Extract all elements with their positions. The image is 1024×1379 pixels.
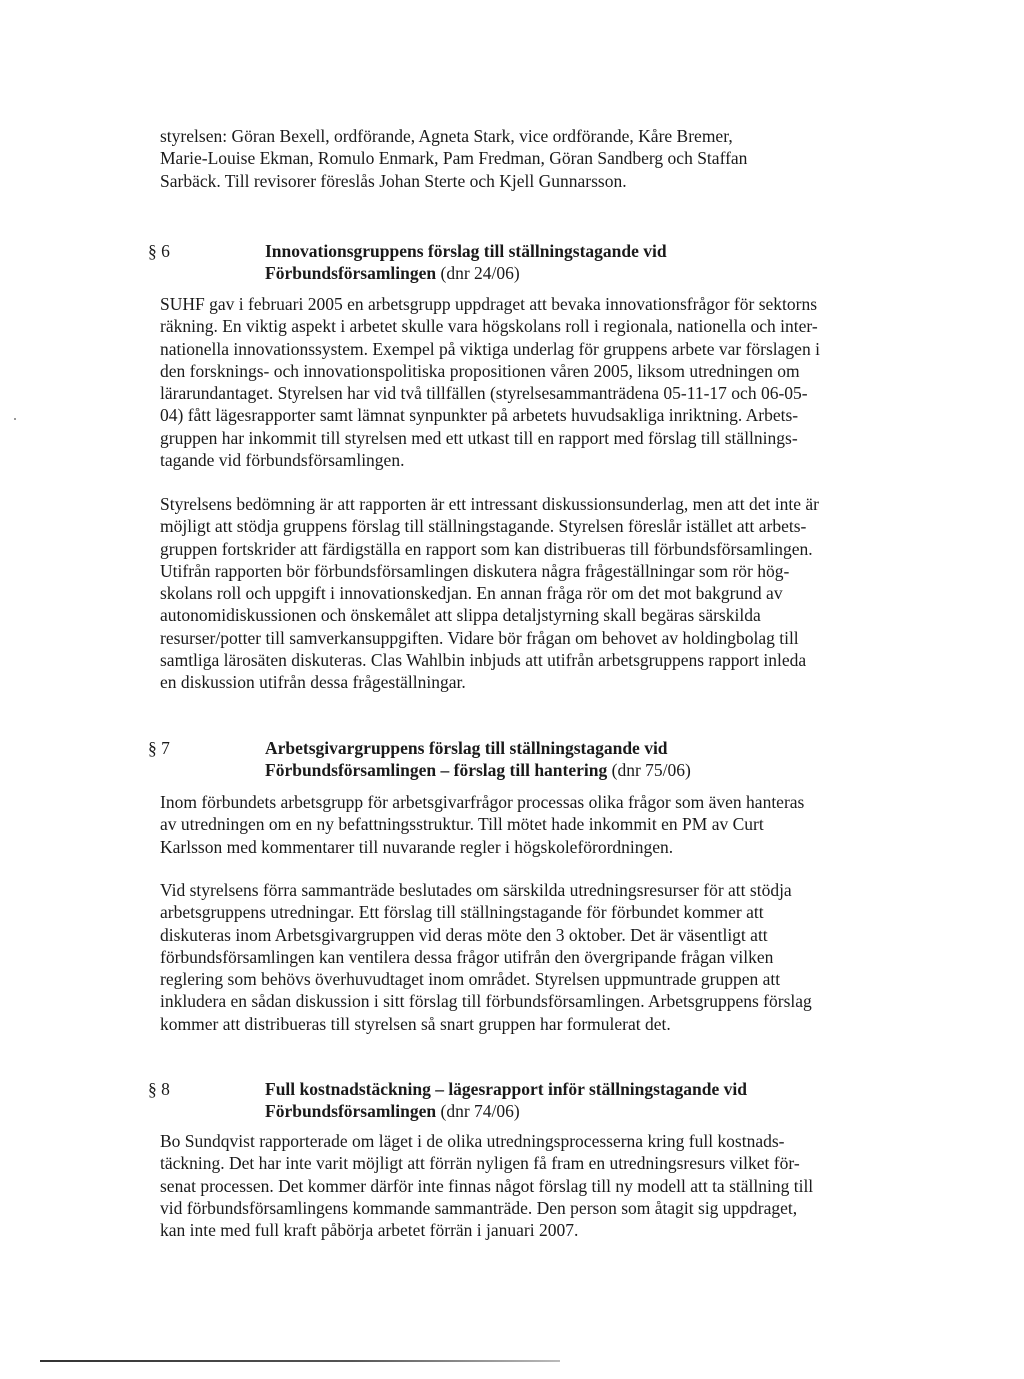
text-line: lärarundantaget. Styrelsen har vid två tillfällen (styrelsesammanträdena 05-11-17 och 06-05- <box>160 383 808 404</box>
text-line: Utifrån rapporten bör förbundsförsamlingen diskutera några frågeställningar som rör hög- <box>160 560 790 581</box>
intro-paragraph <box>160 125 900 192</box>
text-line: gruppen fortskrider att färdigställa en rapport som kan distribueras till förbundsförsamlingen. <box>160 538 813 559</box>
text-line: reglering som behövs överhuvudtaget inom området. Styrelsen uppmuntrade gruppen att <box>160 969 781 990</box>
text-line: den forsknings- och innovationspolitiska propositionen våren 2005, liksom utredningen om <box>160 360 800 381</box>
text-line: nationella innovationssystem. Exempel på viktiga underlag för gruppens arbete var förslagen i <box>160 338 820 359</box>
section-reference: (dnr 24/06) <box>436 263 520 284</box>
text-line: Vid styrelsens förra sammanträde beslutades om särskilda utredningsresurser för att stödja <box>160 880 792 900</box>
section-reference: (dnr 75/06) <box>607 760 691 781</box>
text-line: kommer att distribueras till styrelsen så snart gruppen har formulerat det. <box>160 1013 671 1034</box>
text-line: inkludera en sådan diskussion i sitt förslag till förbundsförsamlingen. Arbetsgruppens förslag <box>160 991 812 1012</box>
section-7-paragraph-2 <box>160 879 900 1035</box>
text-line: Inom förbundets arbetsgrupp för arbetsgivarfrågor processas olika frågor som även hanteras <box>160 792 805 812</box>
section-title-line: Full kostnadstäckning – lägesrapport inför ställningstagande vid <box>265 1079 747 1099</box>
section-title-line: Innovationsgruppens förslag till ställningstagande vid <box>265 241 667 261</box>
text-line: gruppen har inkommit till styrelsen med ett utkast till en rapport med förslag till ställnings- <box>160 427 798 448</box>
section-8-paragraph-1 <box>160 1130 900 1241</box>
section-title-bold: Förbundsförsamlingen <box>265 1101 437 1122</box>
text-line: Sarbäck. Till revisorer föreslås Johan Sterte och Kjell Gunnarsson. <box>160 170 627 191</box>
text-line: diskuteras inom Arbetsgivargruppen vid deras möte den 3 oktober. Det är väsentligt att <box>160 924 768 945</box>
text-line: Marie-Louise Ekman, Romulo Enmark, Pam Fredman, Göran Sandberg och Staffan <box>160 148 748 169</box>
text-line: täckning. Det har inte varit möjligt att förrän nyligen få fram en utredningsresurs vilket för- <box>160 1153 800 1174</box>
section-title <box>265 737 905 782</box>
text-line: tagande vid förbundsförsamlingen. <box>160 450 405 471</box>
section-reference: (dnr 74/06) <box>436 1101 520 1122</box>
text-line: samtliga lärosäten diskuteras. Clas Wahlbin inbjuds att utifrån arbetsgruppens rapport inleda <box>160 650 807 671</box>
text-line: Karlsson med kommentarer till nuvarande regler i högskoleförordningen. <box>160 836 674 857</box>
text-line: av utredningen om en ny befattningsstruktur. Till mötet hade inkommit en PM av Curt <box>160 814 764 835</box>
text-line: skolans roll och uppgift i innovationskedjan. En annan fråga rör om det mot bakgrund av <box>160 583 783 604</box>
text-line: styrelsen: Göran Bexell, ordförande, Agneta Stark, vice ordförande, Kåre Bremer, <box>160 126 733 146</box>
section-title-bold: Förbundsförsamlingen – förslag till hantering <box>265 760 608 781</box>
text-line: SUHF gav i februari 2005 en arbetsgrupp uppdraget att bevaka innovationsfrågor för sektorns <box>160 294 818 314</box>
section-6-paragraph-1 <box>160 293 900 471</box>
section-symbol: § 7 <box>148 738 170 758</box>
text-line: vid förbundsförsamlingens kommande sammanträde. Den person som åtagit sig uppdraget, <box>160 1197 798 1218</box>
text-line: 04) fått lägesrapporter samt lämnat synpunkter på arbetets huvudsakliga inriktning. Arbets- <box>160 405 799 426</box>
text-line: räkning. En viktig aspekt i arbetet skulle vara högskolans roll i regionala, nationella och inter- <box>160 316 818 337</box>
section-6-paragraph-2 <box>160 493 900 694</box>
text-line: autonomidiskussionen och önskemålet att slippa detaljstyrning skall begäras särskilda <box>160 605 761 626</box>
text-line: kan inte med full kraft påbörja arbetet förrän i januari 2007. <box>160 1220 579 1241</box>
text-line: möjligt att stödja gruppens förslag till ställningstagande. Styrelsen föreslår istället att arbets- <box>160 516 807 537</box>
section-symbol: § 8 <box>148 1079 170 1099</box>
text-line: arbetsgruppens utredningar. Ett förslag till ställningstagande för förbundet kommer att <box>160 902 764 923</box>
section-7-paragraph-1 <box>160 791 900 858</box>
text-line: Styrelsens bedömning är att rapporten är ett intressant diskussionsunderlag, men att det inte är <box>160 494 820 514</box>
section-title <box>265 1078 905 1123</box>
text-line: senat processen. Det kommer därför inte finnas något förslag till ny modell att ta ställning till <box>160 1175 814 1196</box>
text-line: resurser/potter till samverkansuppgiften. Vidare bör frågan om behovet av holdingbolag till <box>160 627 799 648</box>
section-symbol: § 6 <box>148 241 170 261</box>
section-title <box>265 240 905 285</box>
text-line: en diskussion utifrån dessa frågeställningar. <box>160 672 466 693</box>
text-line: förbundsförsamlingen kan ventilera dessa frågor utifrån den övergripande frågan vilken <box>160 946 774 967</box>
text-line: Bo Sundqvist rapporterade om läget i de olika utredningsprocesserna kring full kostnads- <box>160 1131 785 1151</box>
scan-mark <box>14 418 16 420</box>
footer-rule <box>40 1360 560 1362</box>
section-title-bold: Förbundsförsamlingen <box>265 263 437 284</box>
section-title-line: Arbetsgivargruppens förslag till ställningstagande vid <box>265 738 668 758</box>
